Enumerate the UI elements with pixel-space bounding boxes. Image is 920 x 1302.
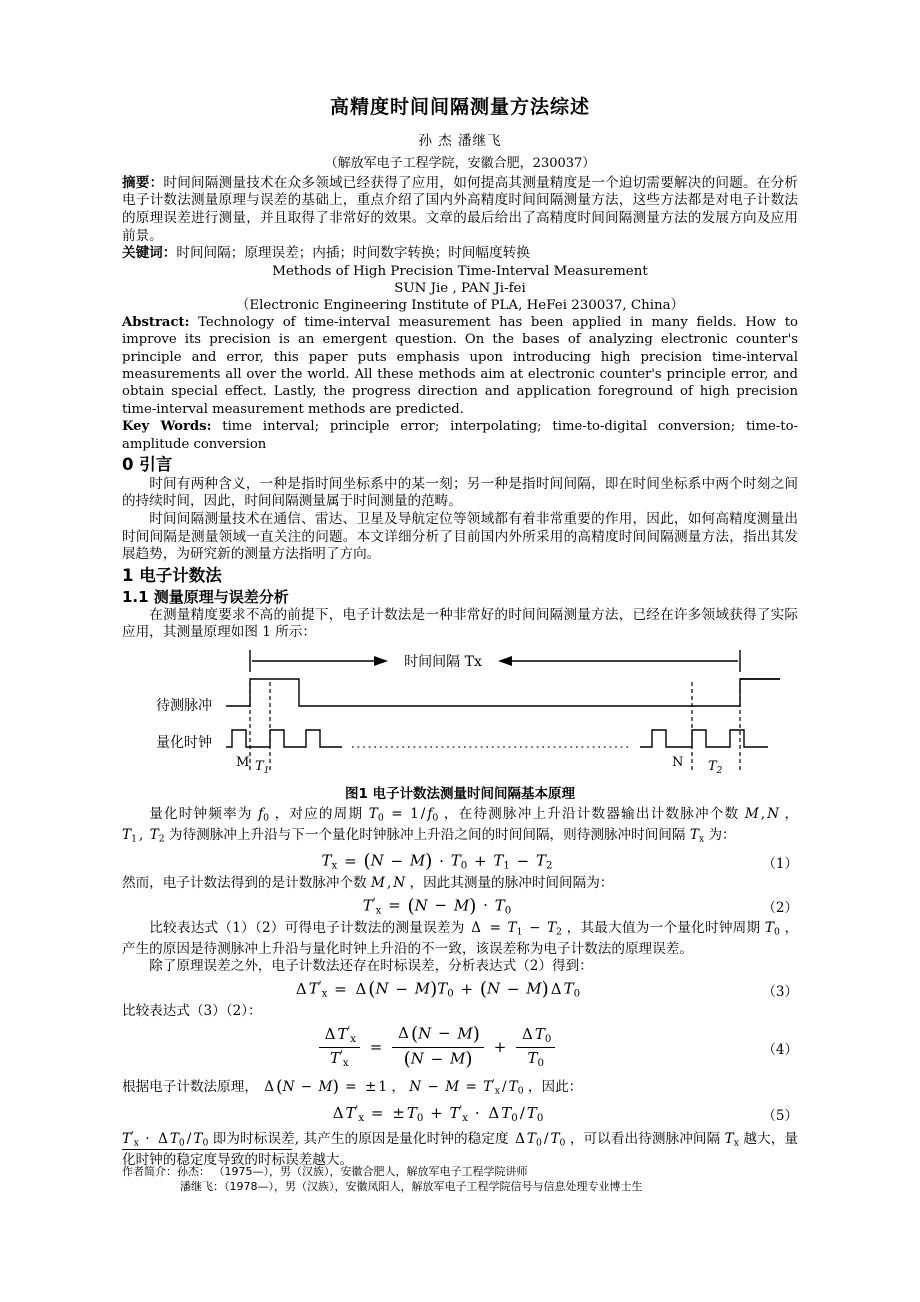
paf-c: ，在待测脉冲上升沿计数器输出计数脉冲个数 (443, 805, 740, 822)
keywords-chinese-text: 时间间隔；原理误差；内插；时间数字转换；时间幅度转换 (176, 245, 530, 262)
abstract-english (122, 314, 798, 418)
footnote-label: 作者简介： (122, 1165, 177, 1178)
intro-paragraph-2: 时间间隔测量技术在通信、雷达、卫星及导航定位等领域都有着非常重要的作用，因此，如何高精度测量出时间间隔是测量领域一直关注的问题。本文详细分析了目前国内外所采用的高精度时间间隔测量方法，指出其发展趋势，为研究新的测量方法指明了方向。 (122, 510, 798, 563)
inline-math-delta-nm-pm1: Δ (N − M) = ± 1 (264, 1077, 387, 1097)
mark-label-m: M (236, 754, 250, 770)
paragraph-after-equation-1 (122, 875, 798, 893)
section-heading-1: 1 电子计数法 (122, 565, 222, 585)
inline-math-timescale-error: $T'_x \cdot \Delta$ $T_0 / T_0$ (122, 1129, 209, 1149)
paf-a: 量化时钟频率为 (149, 805, 253, 822)
paf-d: ， (784, 805, 799, 822)
inline-math-mn-2: M , N (371, 875, 406, 892)
equation-3-row (122, 979, 798, 1000)
signal-label-quantized-clock: 量化时钟 (156, 734, 212, 751)
section-1-1-paragraph-1: 在测量精度要求不高的前提下，电子计数法是一种非常好的时间间隔测量方法，已经在许多领域获得了实际应用，其测量原理如图 1 所示： (122, 606, 798, 641)
title-english: Methods of High Precision Time-Interval Measurement (272, 263, 648, 279)
keywords-chinese-label: 关键词： (122, 245, 177, 262)
equation-1-number: （1） (762, 855, 798, 872)
intro-paragraph-1: 时间有两种含义，一种是指时间坐标系中的某一刻；另一种是指时间间隔，即在时间坐标系中两个时刻之间的持续时间，因此，时间间隔测量属于时间测量的范畴。 (122, 475, 798, 510)
mark-label-t2: $T_2$ (708, 758, 723, 776)
measured-pulse-waveform (226, 679, 780, 706)
paragraph-before-equation-4: 比较表达式（3）（2）： (122, 1003, 262, 1020)
mark-label-n: N (672, 754, 684, 770)
pae5-a: 即为时标误差, 其产生的原因是量化时钟的稳定度 (212, 1130, 509, 1147)
footnote-text-1: 孙杰： （1975—），男（汉族），安徽合肥人，解放军电子工程学院讲师 (177, 1165, 528, 1178)
equation-2-row (122, 896, 798, 917)
equation-4-body: $\frac{\Delta T'_x}{T'_x}$ = $\frac{\Delta (N - M)}{(N - M)}$ + $\frac{\Delta T_0}{T_0}$ (122, 1024, 752, 1073)
pbe5-a: 根据电子计数法原理， (122, 1079, 258, 1096)
inline-math-t1-t2: $T_1$ , $T_2$ (122, 826, 165, 845)
section-heading-1-1: 1.1 测量原理与误差分析 (122, 587, 289, 606)
section-heading-intro: 0 引言 (122, 454, 173, 474)
abstract-english-label: Abstract: (122, 314, 190, 330)
equation-2-number: （2） (762, 900, 798, 917)
equation-5-body: Δ $T'_x$ = ± $T_0 + T'_x \cdot \Delta$ $T_0 / T_0$ (332, 1103, 544, 1124)
equation-2-body: $T'_x = (N - M) \cdot T_0$ (362, 895, 512, 917)
fraction-dt0-over-t0: $\frac{\Delta T_0}{T_0}$ (516, 1025, 555, 1071)
equation-5-row (122, 1104, 798, 1124)
inline-math-stability: Δ $T_0 / T_0$ (515, 1130, 566, 1149)
paf-f: 为： (708, 826, 736, 843)
inline-math-t0-def: $T_0 = 1 / f_0$ (368, 805, 439, 824)
paragraph-after-equation-2 (122, 920, 798, 959)
figure-1-timing-diagram (122, 646, 798, 780)
paragraph-before-equation-3: 除了原理误差之外，电子计数法还存在时标误差，分析表达式（2）得到： (149, 958, 593, 975)
equation-1-body: $T_x = (N - M) \cdot T_0 + T_1 - T_2$ (321, 851, 553, 873)
footnote-author-bio (122, 1164, 798, 1194)
interval-label: 时间间隔 Tx (404, 653, 482, 670)
abstract-chinese-label: 摘要： (122, 174, 164, 191)
measured-pulse-waveform-right (740, 679, 780, 706)
quantized-clock-waveform-right (640, 730, 768, 747)
keywords-english (122, 418, 798, 453)
signal-label-measured-pulse: 待测脉冲 (156, 697, 212, 714)
pae2-b: ，其最大值为一个量化时钟周期 (566, 919, 761, 936)
keywords-chinese (122, 245, 798, 263)
pbe5-b: ， (391, 1079, 405, 1096)
quantized-clock-waveform-left (226, 730, 342, 747)
inline-math-nm-equals: $N - M = T'_x / T_0$ (409, 1078, 524, 1097)
pae1-b: ，因此其测量的脉冲时间间隔为： (409, 875, 614, 892)
abstract-chinese-text: 时间间隔测量技术在众多领域已经获得了应用，如何提高其测量精度是一个迫切需要解决的问题。在分析电子计数法测量原理与误差的基础上，重点介绍了国内外高精度时间间隔测量方法，这些方法都是对电子计数法的原理误差进行测量，并且取得了非常好的效果。文章的最后给出了高精度时间间隔测量方法的发展方向及应用前景。 (122, 174, 799, 244)
inline-math-mn: M , N (744, 805, 779, 822)
pae2-a: 比较表达式（1）（2）可得电子计数法的测量误差为 (149, 919, 465, 936)
abstract-english-text: Technology of time-interval measurement has been applied in many fields. How to improve its precision is an emergent question. On the bases of analyzing electronic counter's principle and error, this paper puts emphasis upon introducing high precision time-interval measurements all over the world. All these methods aim at electronic counter's principle error, and obtain special effect. Lastly, the progress direction and application foreground of high precision time-interval measurement methods are predicted. (122, 314, 798, 417)
timing-diagram-svg (140, 646, 780, 776)
inline-math-tx-2: $T_x$ (724, 1130, 739, 1149)
affiliation-chinese: （解放军电子工程学院，安徽合肥，230037） (324, 155, 596, 171)
paragraph-after-equation-5 (122, 1127, 798, 1170)
equation-4-number: （4） (762, 1041, 798, 1058)
authors-chinese: 孙 杰 潘继飞 (418, 132, 502, 149)
equation-4-row (122, 1024, 798, 1073)
inline-math-t0: $T_0$ (764, 919, 780, 938)
footnote-line-1 (122, 1164, 798, 1179)
paf-b: ，对应的周期 (274, 805, 364, 822)
page-title: 高精度时间间隔测量方法综述 (329, 96, 590, 118)
equation-3-body: Δ $T'_x = \Delta$ $(N - M)T_0 + (N - M)$ Δ $T_0$ (295, 979, 581, 1001)
footnote-line-2: 潘继飞：（1978—），男（汉族），安徽凤阳人，解放军电子工程学院信号与信息处理专业博士生 (180, 1180, 643, 1193)
interval-arrowhead-left (498, 656, 512, 666)
pae2-c: ，产生的原因是待测脉冲上升沿与量化时钟上升沿的不一致，该误差称为电子计数法的原理误差。 (122, 919, 799, 957)
affiliation-english: （Electronic Engineering Institute of PLA, HeFei 230037, China） (235, 297, 685, 313)
equation-5-number: （5） (762, 1107, 798, 1124)
inline-math-delta-def: $\Delta = T_1 - T_2$ (471, 919, 563, 938)
paf-e: 为待测脉冲上升沿与下一个量化时钟脉冲上升沿之间的时间间隔，则待测脉冲时间间隔 (168, 826, 686, 843)
abstract-chinese (122, 175, 798, 245)
equation-1-row (122, 851, 798, 872)
interval-arrowhead-right (374, 656, 388, 666)
pbe5-c: ，因此： (527, 1079, 583, 1096)
paragraph-before-equation-5 (122, 1075, 798, 1100)
keywords-english-text: time interval; principle error; interpolating; time-to-digital conversion; time-to-amplitude conversion (122, 419, 798, 452)
fraction-dtx-over-tx: $\frac{\Delta T'_x}{T'_x}$ (319, 1025, 360, 1071)
pae1-a: 然而，电子计数法得到的是计数脉冲个数 (122, 875, 367, 892)
authors-english: SUN Jie , PAN Ji-fei (394, 280, 526, 296)
keywords-english-label: Key Words: (122, 419, 212, 435)
inline-math-f0: $f_0$ (258, 805, 270, 824)
mark-label-t1: $T_1$ (255, 758, 270, 776)
equation-3-number: （3） (762, 983, 798, 1000)
figure-1-caption: 图1 电子计数法测量时间间隔基本原理 (344, 785, 576, 802)
pae5-c: 越大，量化时钟的稳定度导致的时标误差越大。 (122, 1130, 798, 1168)
pae5-b: ，可以看出待测脉冲间隔 (569, 1130, 721, 1147)
footnote-separator (122, 1149, 292, 1150)
inline-math-tx: $T_x$ (689, 826, 705, 845)
fraction-delta-nm: $\frac{\Delta (N - M)}{(N - M)}$ (392, 1024, 484, 1073)
paragraph-after-figure (122, 806, 798, 848)
